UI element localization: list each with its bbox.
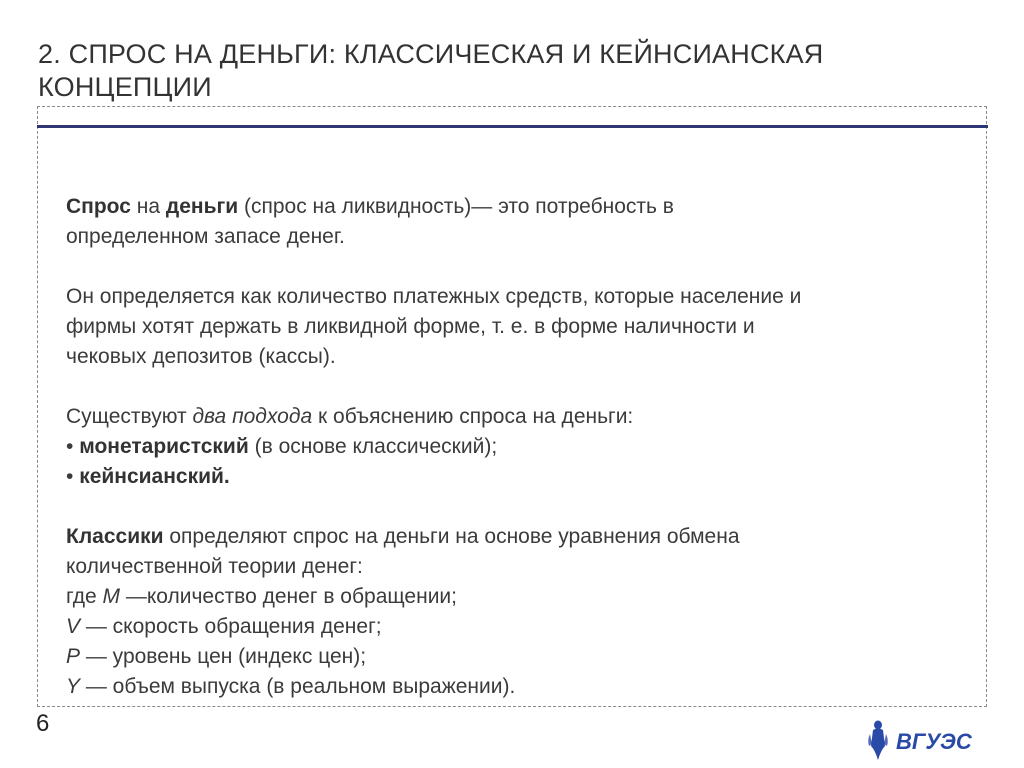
bullet-text: (в основе классический);: [248, 435, 498, 458]
text-span: Существуют: [66, 405, 193, 428]
definition-paragraph: [66, 192, 966, 252]
page-number: 6: [36, 710, 50, 737]
text-line: количественной теории денег:: [66, 555, 363, 578]
bullet-mark: •: [66, 465, 80, 488]
variable-m: M: [102, 585, 120, 608]
variable-p: P: [66, 645, 81, 668]
text-span: где: [66, 585, 103, 608]
logo-text: ВГУЭС: [896, 729, 972, 754]
text-span: — уровень цен (индекс цен);: [80, 645, 367, 668]
variable-v: V: [66, 615, 81, 638]
text-line: Он определяется как количество платежных средств, которые население и: [66, 285, 802, 308]
approaches-paragraph: [66, 402, 966, 492]
title-underline-rule: [37, 125, 988, 128]
term-money: деньги: [165, 195, 239, 218]
text-span: к объяснению спроса на деньги:: [312, 405, 634, 428]
variable-y: Y: [66, 675, 81, 698]
text-span: — объем выпуска (в реальном выражении).: [80, 675, 516, 698]
text-span: определенном запасе денег.: [66, 225, 345, 248]
slide-title-line-1: 2. СПРОС НА ДЕНЬГИ: КЛАССИЧЕСКАЯ И КЕЙНСИАНСКАЯ: [38, 39, 824, 69]
term-classics: Классики: [66, 525, 164, 548]
emphasis-two-approaches: два подхода: [192, 405, 313, 428]
slide-title-line-2: КОНЦЕПЦИИ: [38, 72, 212, 102]
slide-title: [38, 38, 978, 104]
university-logo: [866, 716, 986, 762]
bullet-bold: монетаристский: [79, 435, 249, 458]
logo-icon: [866, 716, 986, 762]
text-span: (спрос на ликвидность)— это потребность в: [238, 195, 674, 218]
explanation-paragraph: [66, 282, 966, 372]
text-span: на: [130, 195, 166, 218]
text-line: чековых депозитов (кассы).: [66, 345, 336, 368]
text-span: определяют спрос на деньги на основе уравнения обмена: [163, 525, 740, 548]
slide-body: [66, 192, 966, 702]
bullet-mark: •: [66, 435, 80, 458]
bullet-monetarist: [66, 435, 497, 458]
text-span: —количество денег в обращении;: [119, 585, 457, 608]
text-span: — скорость обращения денег;: [80, 615, 382, 638]
classics-paragraph: [66, 522, 966, 702]
bullet-keynesian: [66, 465, 230, 488]
term-demand: Спрос: [66, 195, 131, 218]
bullet-bold: кейнсианский.: [79, 465, 230, 488]
text-line: фирмы хотят держать в ликвидной форме, т. е. в форме наличности и: [66, 315, 755, 338]
